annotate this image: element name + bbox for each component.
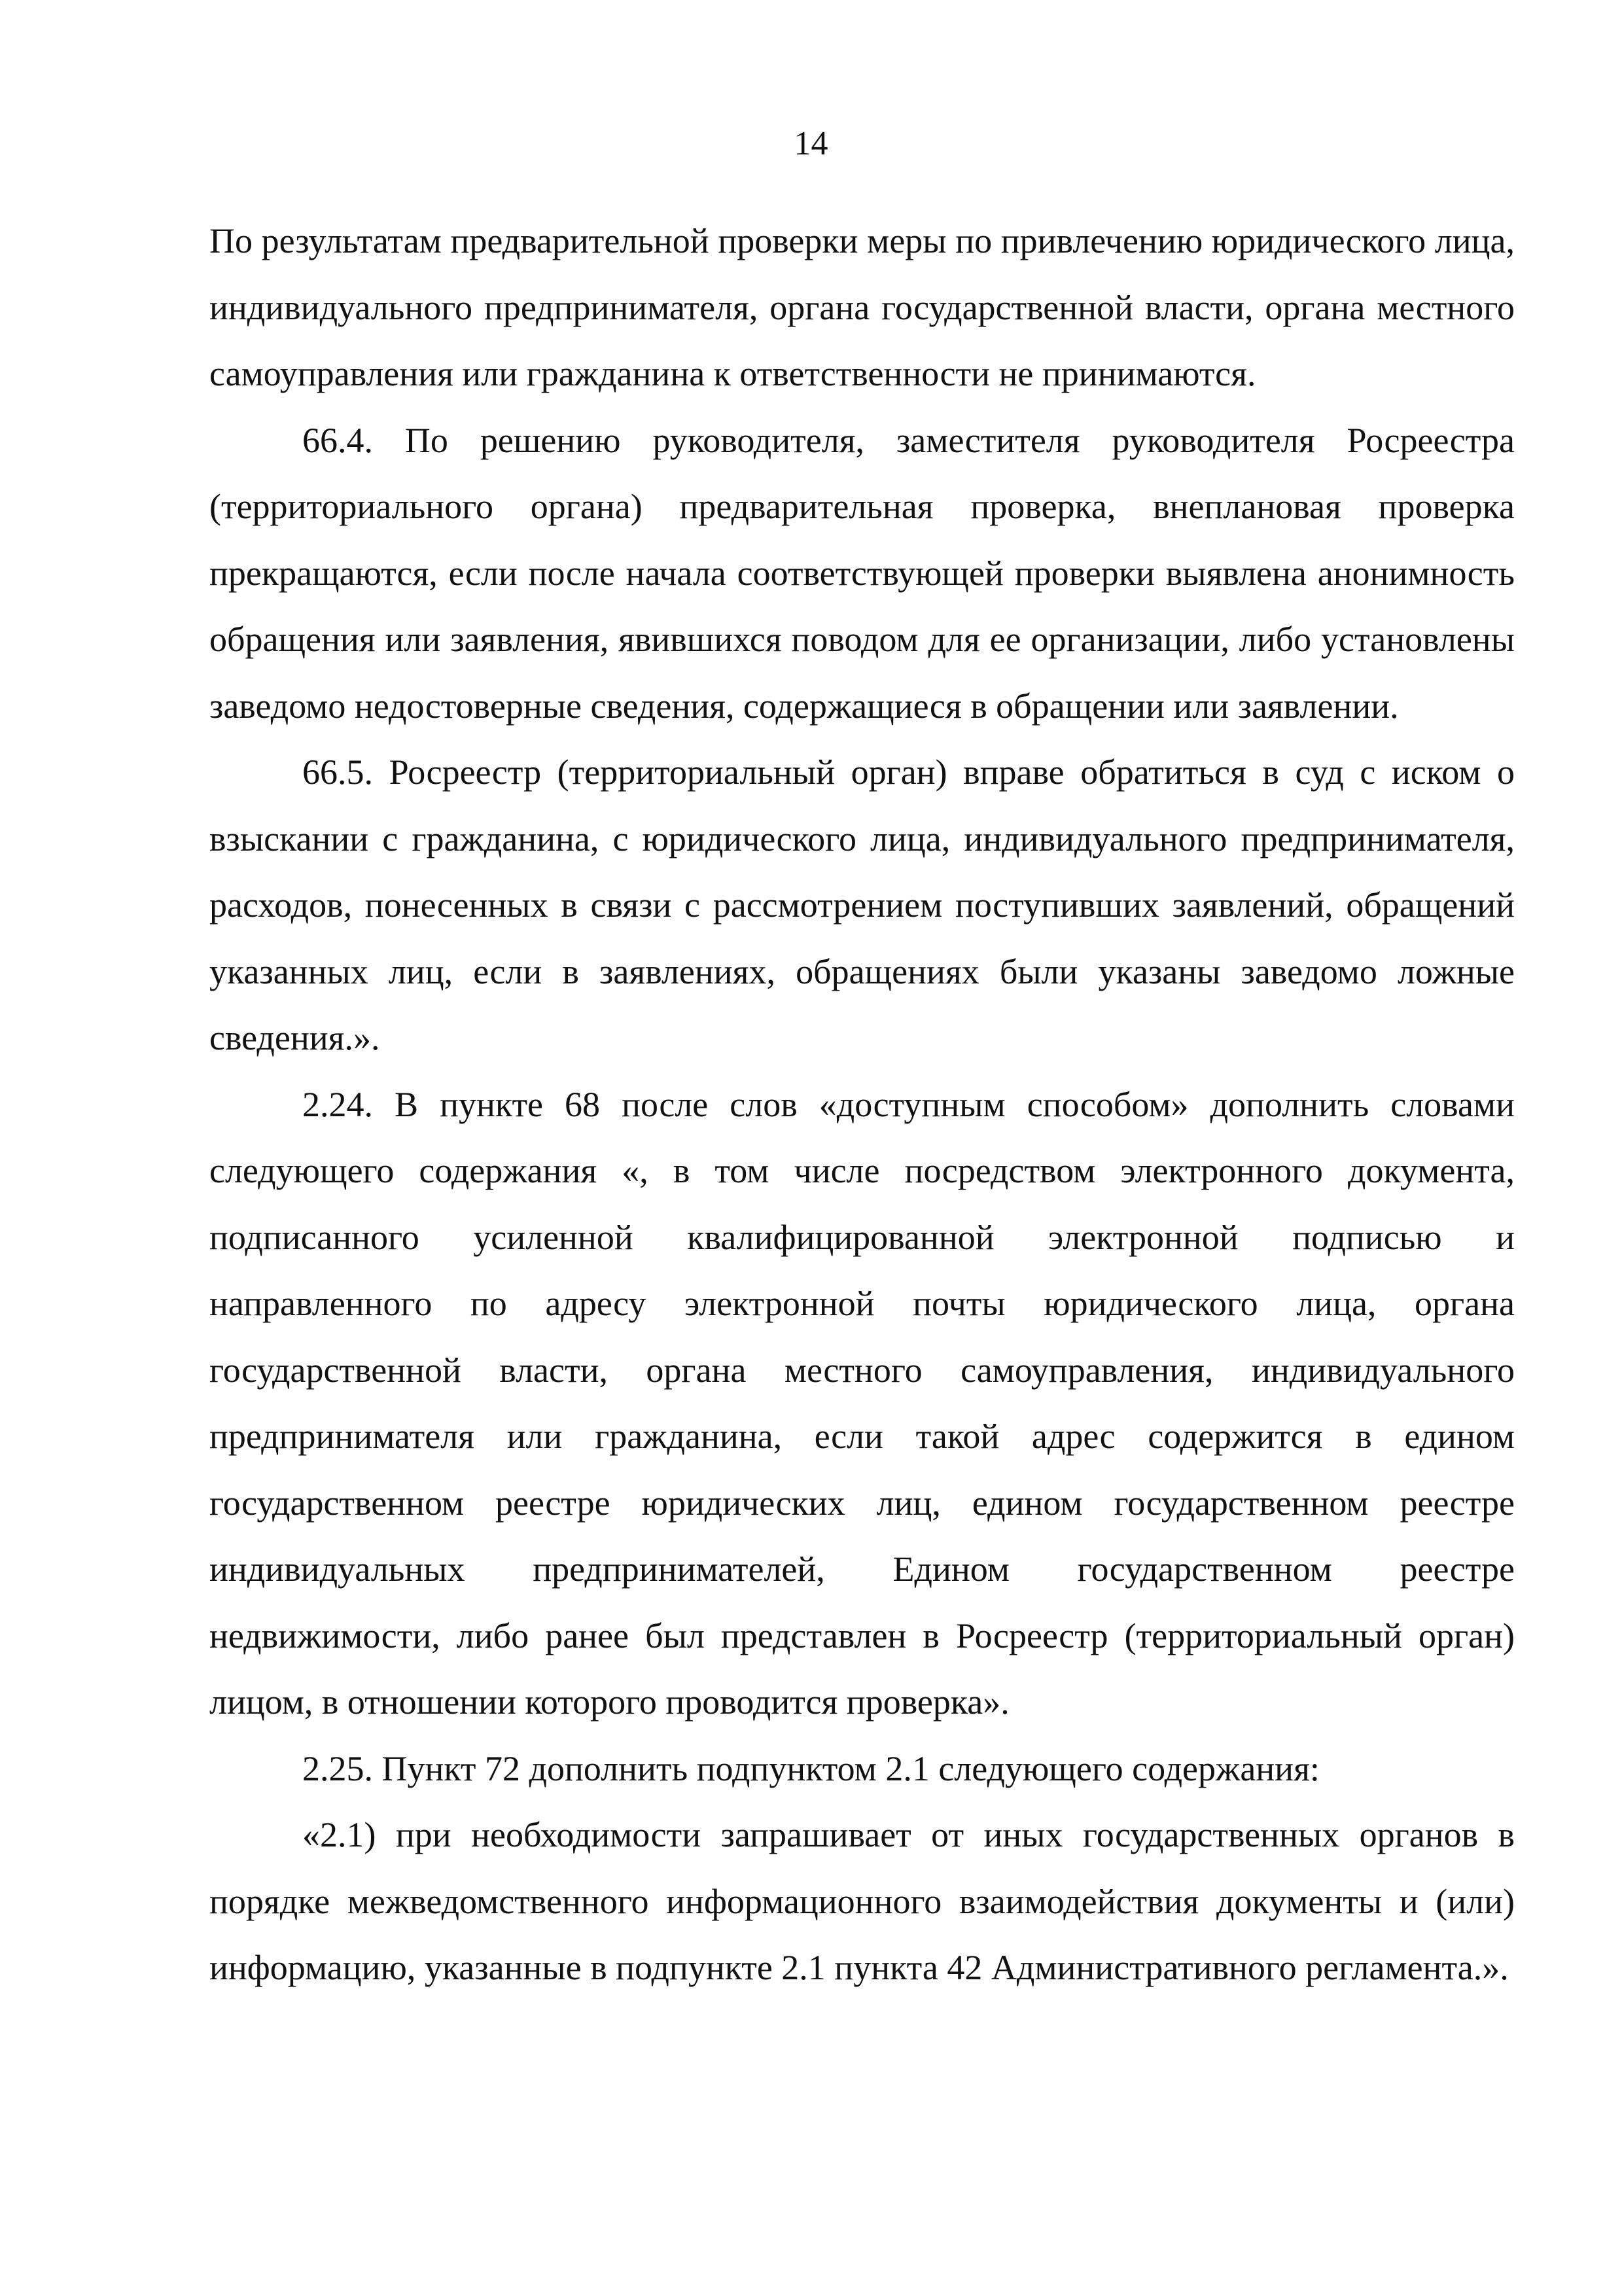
paragraph-2-25: 2.25. Пункт 72 дополнить подпунктом 2.1 следующего содержания: bbox=[302, 1748, 1320, 1788]
paragraph-2-24: 2.24. В пункте 68 после слов «доступным способом» дополнить словами следующего содержания «, в том числе посредством электронного документа, подписанного усиленной квалифицированной электронной подписью и направленного по адресу электронной почты юридического лица, органа государственной власти, органа местного самоуправления, индивидуального предпринимателя или гражданина, если такой адрес содержится в едином государственном реестре юридических лиц, едином государственном реестре индивидуальных предпринимателей, Едином государственном реестре недвижимости, либо ранее был представлен в Росреестр (территориальный орган) лицом, в отношении которого проводится проверка». bbox=[209, 1084, 1515, 1722]
document-body bbox=[209, 208, 1515, 2002]
paragraph-66-5: 66.5. Росреестр (территориальный орган) вправе обратиться в суд с иском о взыскании с гражданина, с юридического лица, индивидуального предпринимателя, расходов, понесенных в связи с рассмотрением поступивших заявлений, обращений указанных лиц, если в заявлениях, обращениях были указаны заведомо ложные сведения.». bbox=[209, 752, 1515, 1057]
paragraph-continuation: По результатам предварительной проверки меры по привлечению юридического лица, индивидуального предпринимателя, органа государственной власти, органа местного самоуправления или гражданина к ответственности не принимаются. bbox=[209, 221, 1515, 393]
paragraph-2-1-quote: «2.1) при необходимости запрашивает от иных государственных органов в порядке межведомственного информационного взаимодействия документы и (или) информацию, указанные в подпункте 2.1 пункта 42 Административного регламента.». bbox=[209, 1815, 1515, 1987]
paragraph-66-4: 66.4. По решению руководителя, заместителя руководителя Росреестра (территориального органа) предварительная проверка, внеплановая проверка прекращаются, если после начала соответствующей проверки выявлена анонимность обращения или заявления, явившихся поводом для ее организации, либо установлены заведомо недостоверные сведения, содержащиеся в обращении или заявлении. bbox=[209, 420, 1515, 726]
page-number: 14 bbox=[794, 125, 828, 162]
